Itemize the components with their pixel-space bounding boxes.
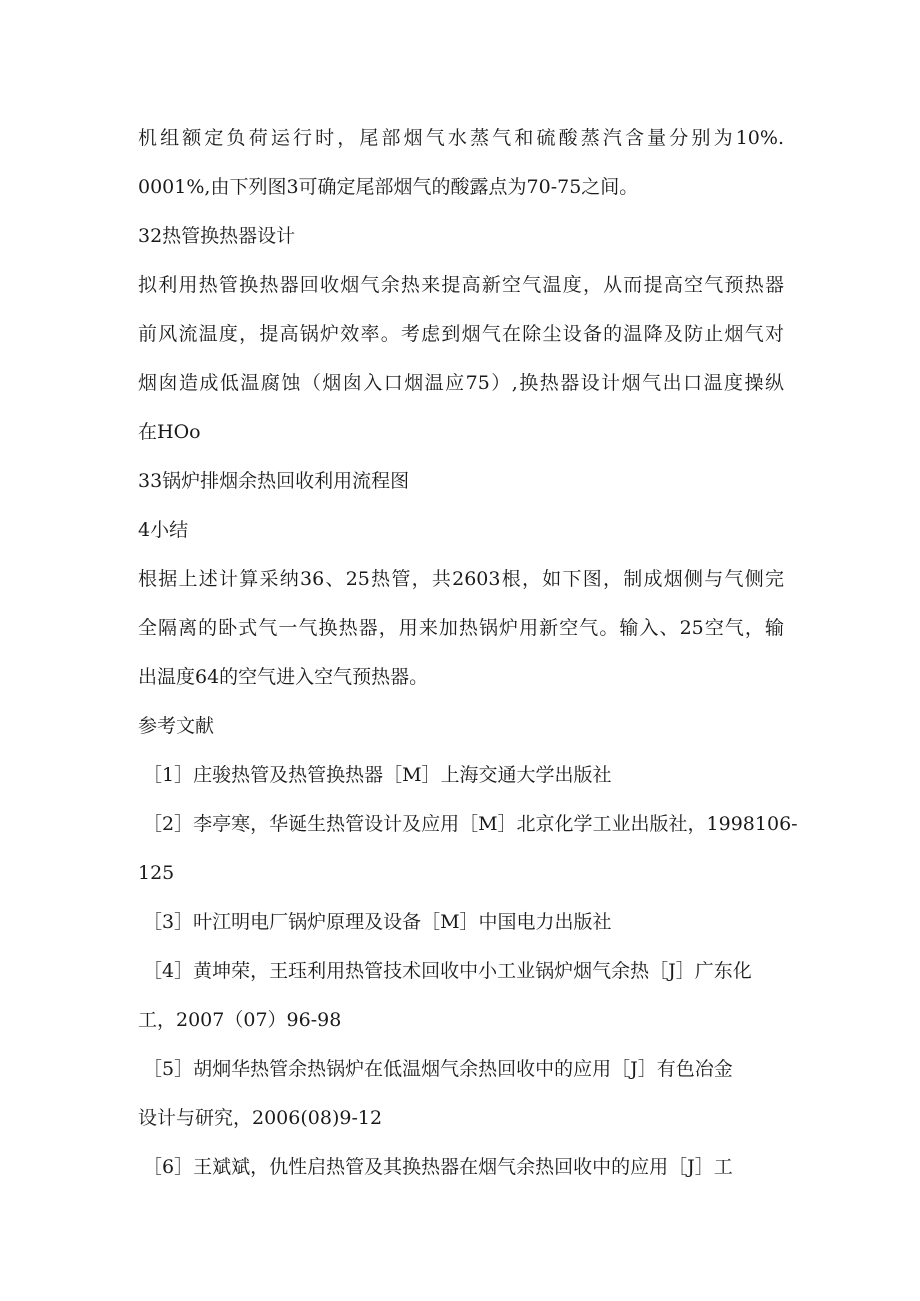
reference-item: 125 (138, 862, 175, 884)
body-line: 根据上述计算采纳36、25热管，共2603根，如下图，制成烟侧与气侧完 (138, 568, 784, 590)
body-line: 前风流温度，提高锅炉效率。考虑到烟气在除尘设备的温降及防止烟气对 (138, 323, 784, 345)
reference-item: ［5］胡炯华热管余热锅炉在低温烟气余热回收中的应用［J］有色冶金 (143, 1058, 733, 1080)
reference-item: ［2］李亭寒，华诞生热管设计及应用［M］北京化学工业出版社，1998106- (143, 813, 798, 835)
reference-item: 工，2007（07）96-98 (138, 1009, 342, 1031)
reference-item: ［3］叶江明电厂锅炉原理及设备［M］中国电力出版社 (143, 911, 612, 933)
body-line: 全隔离的卧式气一气换热器，用来加热锅炉用新空气。输入、25空气，输 (138, 617, 784, 639)
body-line: 拟利用热管换热器回收烟气余热来提高新空气温度，从而提高空气预热器 (138, 274, 784, 296)
body-line: 烟囱造成低温腐蚀（烟囱入口烟温应75）,换热器设计烟气出口温度操纵 (138, 372, 784, 394)
body-line: 0001%,由下列图3可确定尾部烟气的酸露点为70-75之间。 (138, 176, 639, 198)
reference-item: ［1］庄骏热管及热管换热器［M］上海交通大学出版社 (143, 764, 612, 786)
section-heading: 33锅炉排烟余热回收利用流程图 (138, 470, 410, 492)
section-heading: 4小结 (138, 519, 189, 541)
body-line: 在HOo (138, 421, 201, 443)
body-line: 出温度64的空气进入空气预热器。 (138, 666, 429, 688)
section-heading: 32热管换热器设计 (138, 225, 296, 247)
reference-item: 设计与研究，2006(08)9-12 (138, 1107, 383, 1129)
body-line: 机组额定负荷运行时，尾部烟气水蒸气和硫酸蒸汽含量分别为10%. (138, 127, 784, 149)
reference-item: ［6］王斌斌，仇性启热管及其换热器在烟气余热回收中的应用［J］工 (143, 1156, 733, 1178)
section-heading: 参考文献 (138, 715, 215, 737)
reference-item: ［4］黄坤荣，王珏利用热管技术回收中小工业锅炉烟气余热［J］广东化 (143, 960, 752, 982)
